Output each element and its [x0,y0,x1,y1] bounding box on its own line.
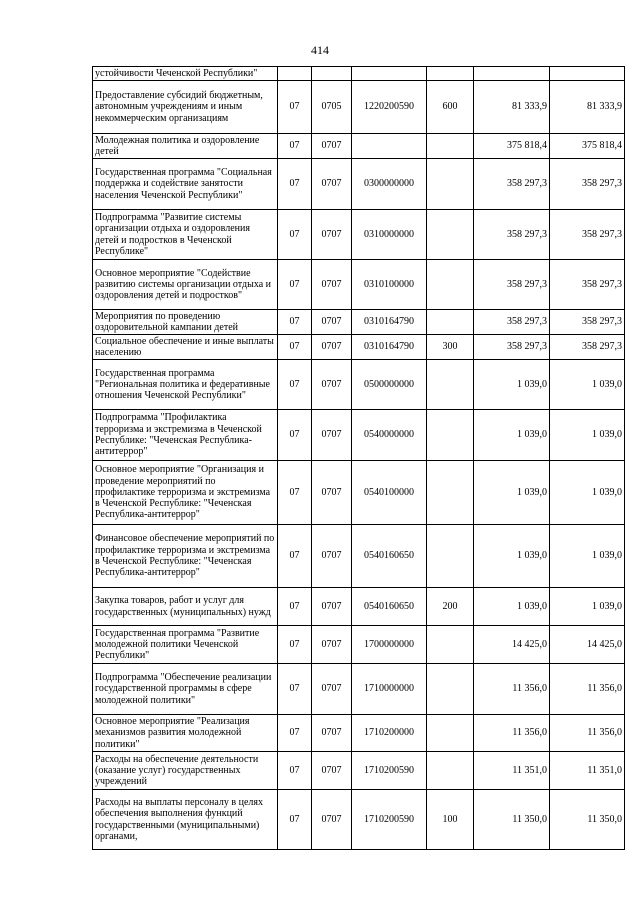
cell-amount-executed: 358 297,3 [550,310,625,335]
cell-subsection: 0707 [312,461,352,525]
cell-expense-type: 200 [427,588,474,626]
cell-subsection: 0707 [312,664,352,715]
table-row [93,67,625,81]
cell-target-article: 0310100000 [352,260,427,310]
cell-amount-approved: 14 425,0 [474,626,550,664]
table-row [93,525,625,588]
cell-expense-type [427,626,474,664]
table-row [93,790,625,850]
cell-name: Молодежная политика и оздоровление детей [93,134,278,159]
cell-target-article: 1710000000 [352,664,427,715]
cell-expense-type [427,260,474,310]
table-row [93,159,625,210]
cell-amount-executed: 1 039,0 [550,525,625,588]
cell-subsection: 0705 [312,81,352,134]
cell-name: Расходы на обеспечение деятельности (оказание услуг) государственных учреждений [93,752,278,790]
cell-target-article: 1710200000 [352,715,427,752]
table-row [93,664,625,715]
cell-target-article [352,67,427,81]
cell-amount-approved [474,67,550,81]
cell-target-article: 0540100000 [352,461,427,525]
cell-section: 07 [278,81,312,134]
cell-section: 07 [278,626,312,664]
cell-expense-type [427,461,474,525]
cell-name: Закупка товаров, работ и услуг для государственных (муниципальных) нужд [93,588,278,626]
cell-subsection: 0707 [312,626,352,664]
table-row [93,410,625,461]
cell-subsection: 0707 [312,410,352,461]
table-row [93,588,625,626]
cell-amount-executed: 11 350,0 [550,790,625,850]
cell-target-article: 1710200590 [352,752,427,790]
cell-subsection: 0707 [312,335,352,360]
budget-table [92,66,625,850]
cell-amount-approved: 358 297,3 [474,335,550,360]
cell-name: Предоставление субсидий бюджетным, автономным учреждениям и иным некоммерческим организациям [93,81,278,134]
cell-expense-type [427,159,474,210]
cell-name: Государственная программа "Региональная политика и федеративные отношения Чеченской Республики" [93,360,278,410]
cell-section: 07 [278,335,312,360]
table-row [93,210,625,260]
cell-expense-type: 600 [427,81,474,134]
cell-amount-approved: 1 039,0 [474,461,550,525]
cell-amount-approved: 375 818,4 [474,134,550,159]
cell-amount-executed: 14 425,0 [550,626,625,664]
cell-target-article: 0310000000 [352,210,427,260]
cell-section: 07 [278,360,312,410]
cell-amount-approved: 358 297,3 [474,159,550,210]
table-row [93,626,625,664]
cell-expense-type [427,310,474,335]
cell-amount-executed: 358 297,3 [550,159,625,210]
cell-name: Государственная программа "Социальная поддержка и содействие занятости населения Чеченской Республики" [93,159,278,210]
cell-target-article: 0310164790 [352,310,427,335]
cell-section: 07 [278,790,312,850]
cell-name: Мероприятия по проведению оздоровительной кампании детей [93,310,278,335]
cell-subsection: 0707 [312,588,352,626]
cell-amount-executed: 375 818,4 [550,134,625,159]
cell-subsection: 0707 [312,790,352,850]
table-row [93,81,625,134]
cell-target-article: 0300000000 [352,159,427,210]
cell-section: 07 [278,210,312,260]
cell-amount-executed: 81 333,9 [550,81,625,134]
cell-name: Финансовое обеспечение мероприятий по профилактике терроризма и экстремизма в Чеченской Республике: "Чеченская Республика-антитеррор" [93,525,278,588]
cell-name: Подпрограмма "Обеспечение реализации государственной программы в сфере молодежной политики" [93,664,278,715]
cell-amount-executed: 1 039,0 [550,461,625,525]
cell-amount-approved: 11 350,0 [474,790,550,850]
cell-section: 07 [278,410,312,461]
cell-expense-type [427,525,474,588]
table-row [93,134,625,159]
table-row [93,310,625,335]
cell-target-article: 0310164790 [352,335,427,360]
cell-section: 07 [278,159,312,210]
cell-amount-executed: 358 297,3 [550,260,625,310]
cell-expense-type [427,410,474,461]
cell-amount-executed: 11 356,0 [550,715,625,752]
table-row [93,715,625,752]
cell-amount-executed [550,67,625,81]
cell-name: Основное мероприятие "Организация и проведение мероприятий по профилактике терроризма и экстремизма в Чеченской Республике: "Чеченская Республика-антитеррор" [93,461,278,525]
cell-expense-type [427,360,474,410]
cell-amount-approved: 1 039,0 [474,525,550,588]
cell-section: 07 [278,715,312,752]
cell-section: 07 [278,134,312,159]
cell-amount-approved: 1 039,0 [474,410,550,461]
cell-name: Государственная программа "Развитие молодежной политики Чеченской Республики" [93,626,278,664]
cell-amount-executed: 11 356,0 [550,664,625,715]
cell-target-article: 0540160650 [352,588,427,626]
cell-amount-executed: 1 039,0 [550,360,625,410]
cell-name: Подпрограмма "Профилактика терроризма и экстремизма в Чеченской Республике: "Чеченская Республика-антитеррор" [93,410,278,461]
cell-section: 07 [278,461,312,525]
cell-section: 07 [278,588,312,626]
cell-name: Подпрограмма "Развитие системы организации отдыха и оздоровления детей и подростков в Чеченской Республике" [93,210,278,260]
cell-amount-executed: 1 039,0 [550,588,625,626]
cell-amount-approved: 11 351,0 [474,752,550,790]
cell-subsection: 0707 [312,134,352,159]
cell-subsection [312,67,352,81]
cell-subsection: 0707 [312,525,352,588]
cell-section: 07 [278,260,312,310]
cell-expense-type [427,210,474,260]
cell-amount-executed: 358 297,3 [550,210,625,260]
cell-name: Основное мероприятие "Содействие развитию системы организации отдыха и оздоровления детей и подростков" [93,260,278,310]
cell-amount-approved: 358 297,3 [474,210,550,260]
cell-amount-approved: 81 333,9 [474,81,550,134]
cell-section: 07 [278,664,312,715]
cell-target-article: 0540160650 [352,525,427,588]
cell-subsection: 0707 [312,360,352,410]
cell-name: устойчивости Чеченской Республики" [93,67,278,81]
cell-target-article: 1700000000 [352,626,427,664]
cell-target-article: 1220200590 [352,81,427,134]
cell-amount-executed: 11 351,0 [550,752,625,790]
cell-section: 07 [278,752,312,790]
table-row [93,335,625,360]
page-number: 414 [311,43,329,57]
cell-expense-type [427,752,474,790]
cell-subsection: 0707 [312,752,352,790]
cell-expense-type [427,715,474,752]
cell-name: Основное мероприятие "Реализация механизмов развития молодежной политики" [93,715,278,752]
cell-subsection: 0707 [312,159,352,210]
table-row [93,260,625,310]
cell-amount-approved: 11 356,0 [474,664,550,715]
cell-section [278,67,312,81]
cell-amount-approved: 1 039,0 [474,360,550,410]
cell-expense-type: 300 [427,335,474,360]
cell-amount-approved: 358 297,3 [474,260,550,310]
cell-target-article: 0540000000 [352,410,427,461]
table-row [93,360,625,410]
cell-amount-executed: 358 297,3 [550,335,625,360]
cell-section: 07 [278,525,312,588]
cell-subsection: 0707 [312,715,352,752]
table-row [93,752,625,790]
cell-expense-type: 100 [427,790,474,850]
cell-subsection: 0707 [312,260,352,310]
cell-subsection: 0707 [312,210,352,260]
cell-name: Расходы на выплаты персоналу в целях обеспечения выполнения функций государственными (муниципальными) органами, [93,790,278,850]
cell-name: Социальное обеспечение и иные выплаты населению [93,335,278,360]
cell-amount-approved: 358 297,3 [474,310,550,335]
cell-subsection: 0707 [312,310,352,335]
cell-expense-type [427,67,474,81]
cell-target-article: 1710200590 [352,790,427,850]
cell-section: 07 [278,310,312,335]
cell-target-article: 0500000000 [352,360,427,410]
cell-amount-approved: 1 039,0 [474,588,550,626]
table-row [93,461,625,525]
cell-expense-type [427,664,474,715]
cell-target-article [352,134,427,159]
cell-amount-executed: 1 039,0 [550,410,625,461]
cell-amount-approved: 11 356,0 [474,715,550,752]
cell-expense-type [427,134,474,159]
